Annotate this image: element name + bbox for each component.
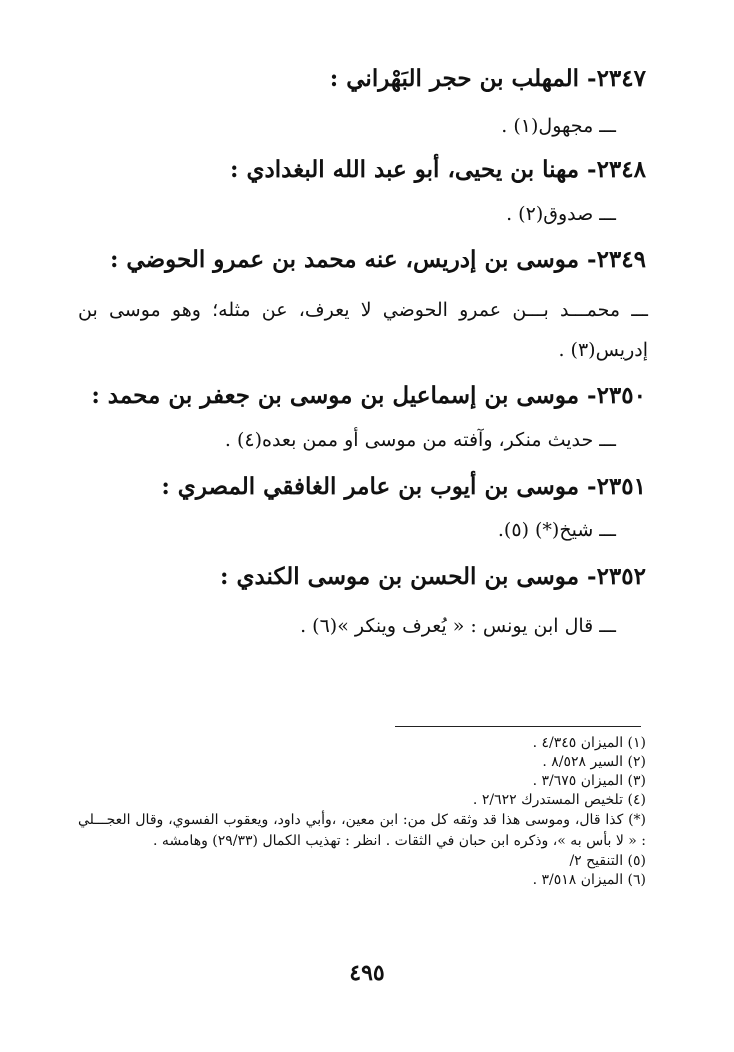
footnotes xyxy=(78,734,646,890)
page-number: ٤٩٥ xyxy=(349,960,385,986)
entry-2347-text: ـــ مجهول(١) . xyxy=(501,115,616,137)
footnote: (٥) التنقيح ٢/ xyxy=(569,853,646,869)
footnote-separator xyxy=(395,726,641,727)
entry-2351-heading: ٢٣٥١- موسى بن أيوب بن عامر الغافقي المصري : xyxy=(161,473,646,500)
entry-2348-heading: ٢٣٤٨- مهنا بن يحيى، أبو عبد الله البغدادي : xyxy=(230,156,646,183)
entry-2348-text: ـــ صدوق(٢) . xyxy=(506,203,616,225)
entry-2349-text: ـــ محمـــد بـــن عمرو الحوضي لا يعرف، عن مثله؛ وهو موسى بن إدريس(٣) . xyxy=(78,299,648,361)
entry-2347-heading: ٢٣٤٧- المهلب بن حجر البَهْراني : xyxy=(329,65,646,92)
footnote: (٣) الميزان ٣/٦٧٥ . xyxy=(532,773,646,789)
entry-2350-text: ـــ حديث منكر، وآفته من موسى أو ممن بعده(٤) . xyxy=(224,429,616,451)
footnote: (٢) السير ٨/٥٢٨ . xyxy=(542,754,646,770)
entry-2352-heading: ٢٣٥٢- موسى بن الحسن بن موسى الكندي : xyxy=(219,563,646,590)
entry-2349-heading: ٢٣٤٩- موسى بن إدريس، عنه محمد بن عمرو الحوضي : xyxy=(109,246,646,273)
footnote: (٤) تلخيص المستدرك ٢/٦٢٢ . xyxy=(472,792,646,808)
footnote: (١) الميزان ٤/٣٤٥ . xyxy=(532,735,646,751)
footnote: (*) كذا قال، وموسى هذا قد وثقه كل من: ابن معين، ،وأبي داود، ويعقوب الفسوي، وقال العجـــلي : « لا بأس به »، وذكره ابن حبان في الثقات . انظر : تهذيب الكمال (٢٩/٣٣) وهامشه . xyxy=(78,812,646,849)
entry-2351-text: ـــ شيخ(*) (٥). xyxy=(497,519,616,541)
footnote: (٦) الميزان ٣/٥١٨ . xyxy=(532,872,646,888)
entry-2352-text: ـــ قال ابن يونس : « يُعرف وينكر »(٦) . xyxy=(300,615,616,637)
entry-2350-heading: ٢٣٥٠- موسى بن إسماعيل بن موسى بن جعفر بن محمد : xyxy=(91,382,646,409)
